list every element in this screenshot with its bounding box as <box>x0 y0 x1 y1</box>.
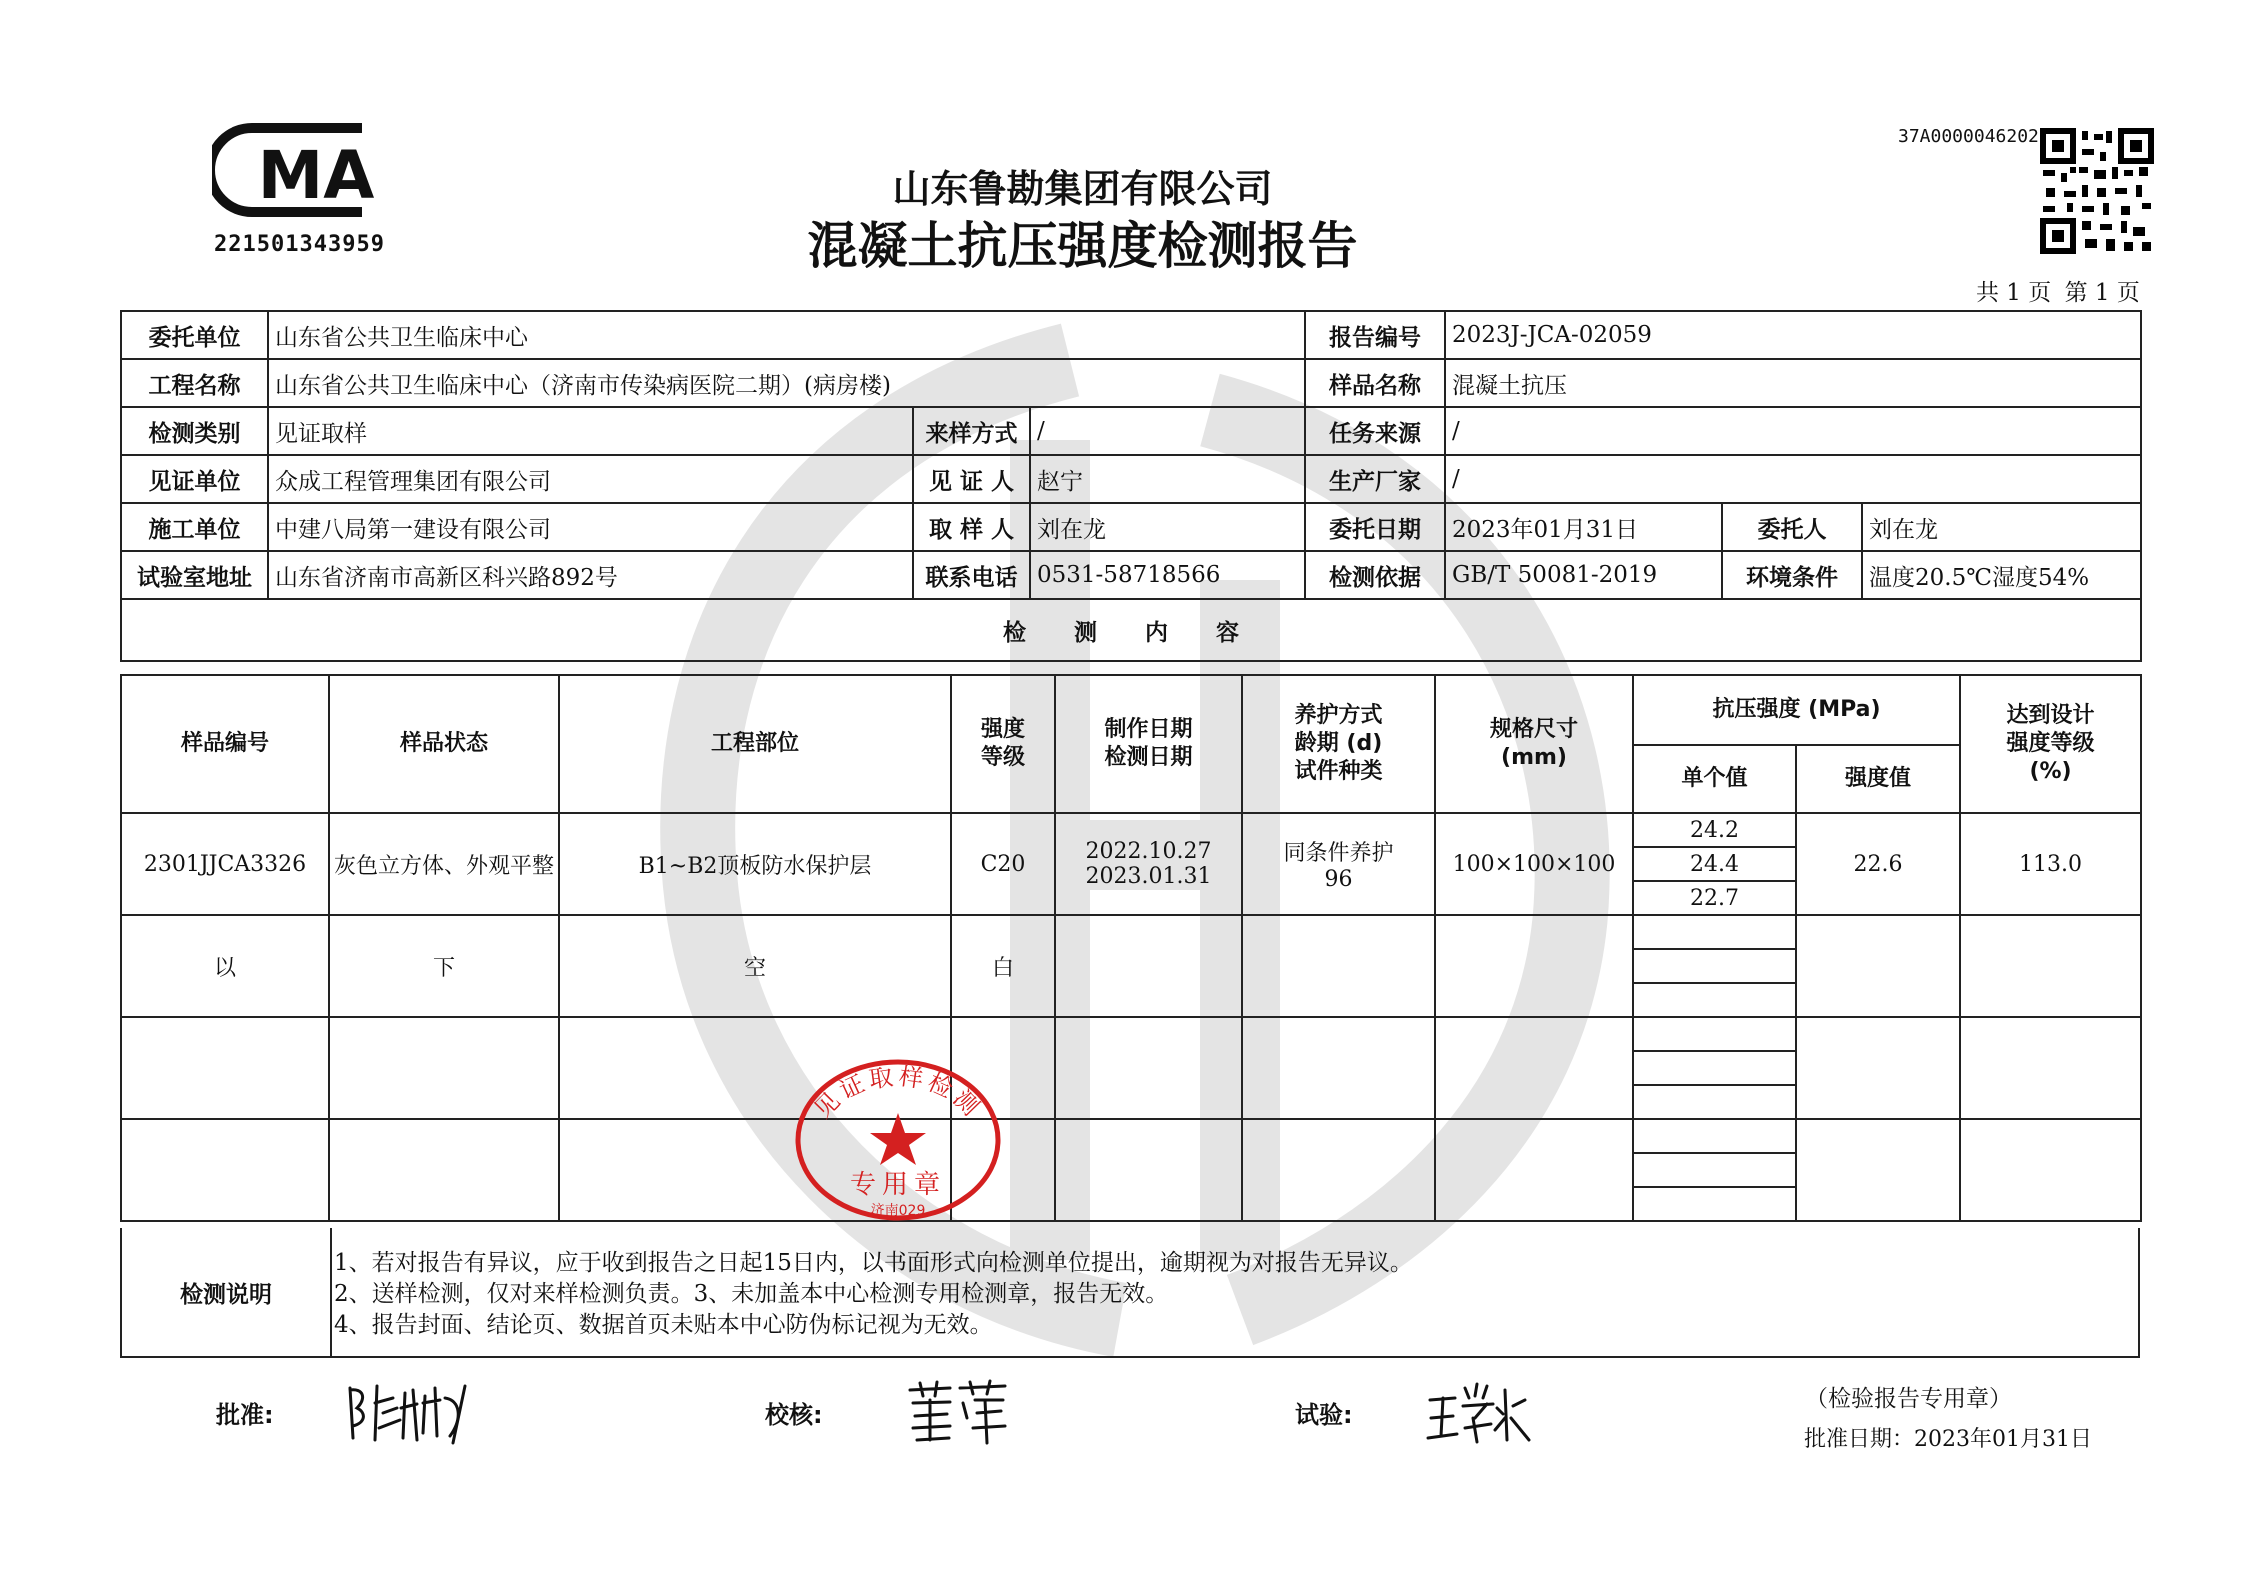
delivery-value: / <box>1030 407 1305 455</box>
col-size: 规格尺寸 (mm) <box>1435 675 1633 813</box>
blank-cell <box>1960 915 2141 1017</box>
row1-single-value-1: 24.2 <box>1633 813 1796 847</box>
stamp-top-text: 见证取样检测 <box>808 1062 988 1124</box>
page-indicator <box>1970 274 2140 307</box>
row1-strength: 22.6 <box>1796 813 1960 915</box>
cma-logo-text: MA <box>257 137 375 214</box>
sample-name-value: 混凝土抗压 <box>1445 359 2141 407</box>
blank-cell <box>1435 1119 1633 1221</box>
basis-value: GB/T 50081-2019 <box>1445 551 1722 599</box>
blank-cell <box>1960 1017 2141 1119</box>
blank-cell <box>1242 1017 1435 1119</box>
report-info-table <box>120 310 2142 662</box>
col-dates: 制作日期 检测日期 <box>1055 675 1242 813</box>
manufacturer-value: / <box>1445 455 2141 503</box>
blank-row-char-4: 白 <box>951 915 1055 1017</box>
project-value: 山东省公共卫生临床中心（济南市传染病医院二期）(病房楼) <box>268 359 1305 407</box>
sampler-value: 刘在龙 <box>1030 503 1305 551</box>
notes-text <box>334 1248 1413 1341</box>
client-value: 山东省公共卫生临床中心 <box>268 311 1305 359</box>
row1-sample-no: 2301JJCA3326 <box>121 813 329 915</box>
section-title: 检 测 内 容 <box>121 599 2141 661</box>
report-title: 混凝土抗压强度检测报告 <box>807 217 1358 275</box>
witness-unit-label: 见证单位 <box>121 455 268 503</box>
row1-curing: 同条件养护 96 <box>1242 813 1435 915</box>
blank-cell <box>1633 1051 1796 1085</box>
witness-unit-value: 众成工程管理集团有限公司 <box>268 455 913 503</box>
blank-cell <box>1055 915 1242 1017</box>
blank-cell <box>1633 1119 1796 1153</box>
test-label: 试验: <box>1295 1401 1353 1429</box>
lab-address-label: 试验室地址 <box>121 551 268 599</box>
blank-cell <box>1435 1017 1633 1119</box>
blank-cell <box>1242 1119 1435 1221</box>
project-label: 工程名称 <box>121 359 268 407</box>
row1-sample-state: 灰色立方体、外观平整 <box>329 813 559 915</box>
cma-code: 221501343959 <box>214 232 385 257</box>
builder-value: 中建八局第一建设有限公司 <box>268 503 913 551</box>
inspection-stamp <box>788 1055 1008 1225</box>
note-line-2: 2、送样检测，仅对来样检测负责。3、未加盖本中心检测专用检测章，报告无效。 <box>334 1281 1169 1307</box>
row1-single-value-3: 22.7 <box>1633 881 1796 915</box>
row1-location: B1~B2顶板防水保护层 <box>559 813 951 915</box>
blank-cell <box>1242 915 1435 1017</box>
environment-label: 环境条件 <box>1722 551 1862 599</box>
test-type-value: 见证取样 <box>268 407 913 455</box>
row1-dates: 2022.10.27 2023.01.31 <box>1055 813 1242 915</box>
blank-row-char-2: 下 <box>329 915 559 1017</box>
row1-single-value-2: 24.4 <box>1633 847 1796 881</box>
blank-cell <box>1633 983 1796 1017</box>
col-curing: 养护方式 龄期 (d) 试件种类 <box>1242 675 1435 813</box>
page-current: 第 1 页 <box>2064 280 2140 306</box>
row1-grade: C20 <box>951 813 1055 915</box>
col-single-value: 单个值 <box>1633 745 1796 813</box>
blank-cell <box>1796 1017 1960 1119</box>
phone-value: 0531-58718566 <box>1030 551 1305 599</box>
col-ratio: 达到设计 强度等级 (%) <box>1960 675 2141 813</box>
col-location: 工程部位 <box>559 675 951 813</box>
row1-ratio: 113.0 <box>1960 813 2141 915</box>
sample-name-label: 样品名称 <box>1305 359 1445 407</box>
blank-cell <box>1633 1017 1796 1051</box>
commissioner-label: 委托人 <box>1722 503 1862 551</box>
row1-size: 100×100×100 <box>1435 813 1633 915</box>
blank-cell <box>1435 915 1633 1017</box>
blank-row-char-1: 以 <box>121 915 329 1017</box>
delivery-label: 来样方式 <box>913 407 1030 455</box>
blank-cell <box>329 1119 559 1221</box>
lab-address-value: 山东省济南市高新区科兴路892号 <box>268 551 913 599</box>
blank-cell <box>121 1119 329 1221</box>
commissioner-value: 刘在龙 <box>1862 503 2141 551</box>
witness-label: 见 证 人 <box>913 455 1030 503</box>
stamp-center-text: 专用章 <box>849 1170 947 1200</box>
col-strength-value: 强度值 <box>1796 745 1960 813</box>
manufacturer-label: 生产厂家 <box>1305 455 1445 503</box>
notes-section <box>120 1228 2140 1358</box>
task-source-label: 任务来源 <box>1305 407 1445 455</box>
sampler-label: 取 样 人 <box>913 503 1030 551</box>
stamp-star-icon <box>870 1113 926 1165</box>
witness-value: 赵宁 <box>1030 455 1305 503</box>
qr-code-icon <box>2040 128 2154 254</box>
review-signature <box>905 1378 1015 1448</box>
blank-cell <box>1633 1153 1796 1187</box>
col-strength-group: 抗压强度 (MPa) <box>1633 675 1960 745</box>
commission-date-label: 委托日期 <box>1305 503 1445 551</box>
report-no-label: 报告编号 <box>1305 311 1445 359</box>
approve-label: 批准: <box>216 1401 274 1429</box>
blank-cell <box>1796 1119 1960 1221</box>
blank-cell <box>1055 1119 1242 1221</box>
blank-cell <box>329 1017 559 1119</box>
client-label: 委托单位 <box>121 311 268 359</box>
page-total: 共 1 页 <box>1976 280 2052 306</box>
blank-cell <box>1633 1187 1796 1221</box>
blank-cell <box>1796 915 1960 1017</box>
builder-label: 施工单位 <box>121 503 268 551</box>
blank-cell <box>1960 1119 2141 1221</box>
phone-label: 联系电话 <box>913 551 1030 599</box>
basis-label: 检测依据 <box>1305 551 1445 599</box>
test-type-label: 检测类别 <box>121 407 268 455</box>
stamp-number: 济南029 <box>870 1203 926 1219</box>
blank-row-char-3: 空 <box>559 915 951 1017</box>
blank-cell <box>1633 949 1796 983</box>
blank-cell <box>121 1017 329 1119</box>
approve-date: 批准日期：2023年01月31日 <box>1804 1427 2092 1452</box>
blank-cell <box>1633 915 1796 949</box>
blank-cell <box>1055 1017 1242 1119</box>
results-table <box>120 674 2142 1222</box>
commission-date-value: 2023年01月31日 <box>1445 503 1722 551</box>
task-source-value: / <box>1445 407 2141 455</box>
test-signature <box>1425 1378 1535 1448</box>
col-grade: 强度 等级 <box>951 675 1055 813</box>
seal-note: （检验报告专用章） <box>1805 1386 2012 1412</box>
qr-code-number: 37A0000046202 <box>1898 126 2039 147</box>
report-no-value: 2023J-JCA-02059 <box>1445 311 2141 359</box>
col-sample-no: 样品编号 <box>121 675 329 813</box>
approve-signature <box>345 1378 475 1448</box>
col-sample-state: 样品状态 <box>329 675 559 813</box>
note-line-3: 4、报告封面、结论页、数据首页未贴本中心防伪标记视为无效。 <box>334 1312 993 1338</box>
environment-value: 温度20.5℃湿度54% <box>1862 551 2141 599</box>
blank-cell <box>1633 1085 1796 1119</box>
notes-label: 检测说明 <box>122 1228 332 1356</box>
note-line-1: 1、若对报告有异议，应于收到报告之日起15日内，以书面形式向检测单位提出，逾期视为对报告无异议。 <box>334 1250 1413 1276</box>
review-label: 校核: <box>765 1401 823 1429</box>
company-name: 山东鲁勘集团有限公司 <box>892 167 1273 211</box>
